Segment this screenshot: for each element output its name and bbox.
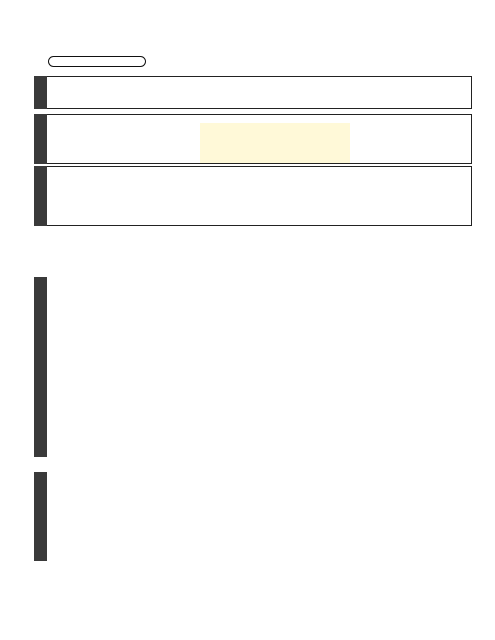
properties-section-label <box>34 472 47 561</box>
fuel-type-field <box>52 88 56 97</box>
make-model-field <box>52 79 54 88</box>
unit-id-field <box>356 30 358 39</box>
logo-subtitle <box>48 56 146 67</box>
oil-interval-field <box>250 88 254 97</box>
comments-box <box>34 166 472 226</box>
unit-section-label <box>34 76 47 109</box>
oil-type-field <box>250 79 254 88</box>
client-highlight <box>200 123 350 163</box>
report-date-field <box>247 42 251 51</box>
code-field <box>247 54 251 63</box>
elements-section-label <box>34 277 47 457</box>
client-section-label <box>34 114 47 164</box>
payment-field <box>356 54 358 63</box>
comments-section-label <box>34 166 47 226</box>
